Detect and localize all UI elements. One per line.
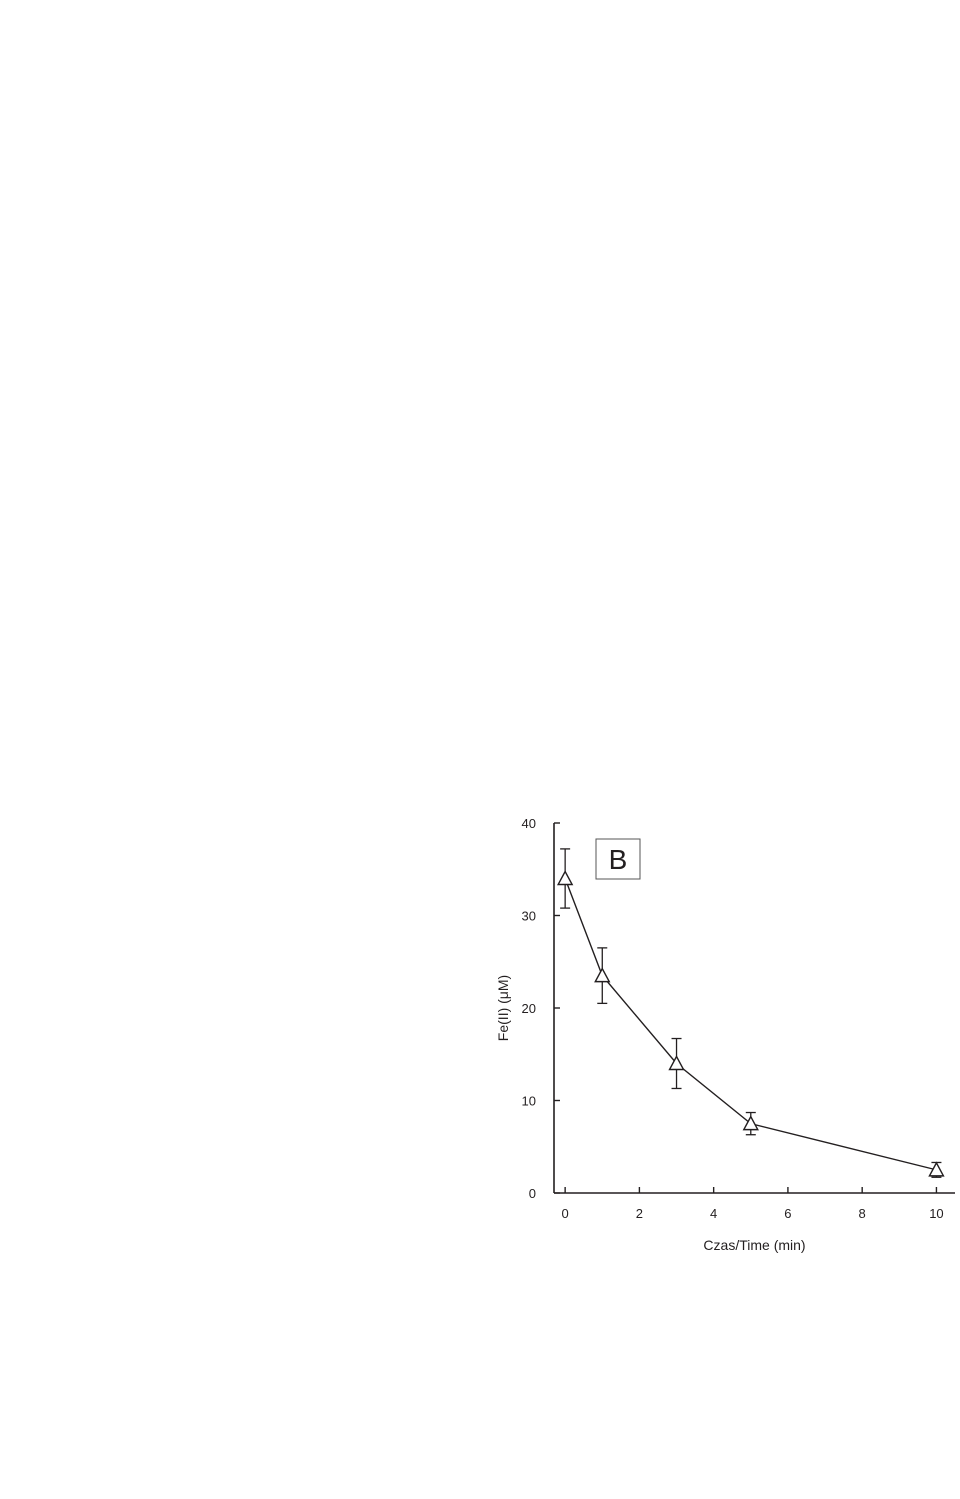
panel-label: B bbox=[608, 844, 628, 875]
data-point bbox=[558, 872, 572, 885]
methods-paragraph bbox=[5, 125, 955, 158]
data-point bbox=[595, 969, 609, 982]
y-tick-label: 10 bbox=[521, 1093, 536, 1109]
x-axis-label: Czas/Time (min) bbox=[703, 1237, 806, 1253]
y-tick-label: 30 bbox=[521, 908, 536, 924]
y-tick-label: 20 bbox=[521, 1001, 536, 1016]
chart-b-fe2 bbox=[480, 800, 960, 1265]
x-tick-label: 2 bbox=[635, 1206, 644, 1221]
chart-a-tbars bbox=[0, 800, 480, 1265]
y-tick-label: 40 bbox=[521, 816, 536, 831]
x-tick-label: 0 bbox=[561, 1206, 569, 1221]
x-tick-label: 8 bbox=[858, 1206, 866, 1221]
statistics-paragraph bbox=[5, 597, 955, 630]
y-axis-label: Fe(II) (μM) bbox=[495, 974, 511, 1042]
x-tick-label: 10 bbox=[929, 1206, 944, 1221]
y-tick-label: 0 bbox=[528, 1186, 536, 1201]
x-tick-label: 4 bbox=[710, 1206, 718, 1221]
data-point bbox=[744, 1117, 758, 1130]
x-tick-label: 6 bbox=[784, 1206, 792, 1221]
